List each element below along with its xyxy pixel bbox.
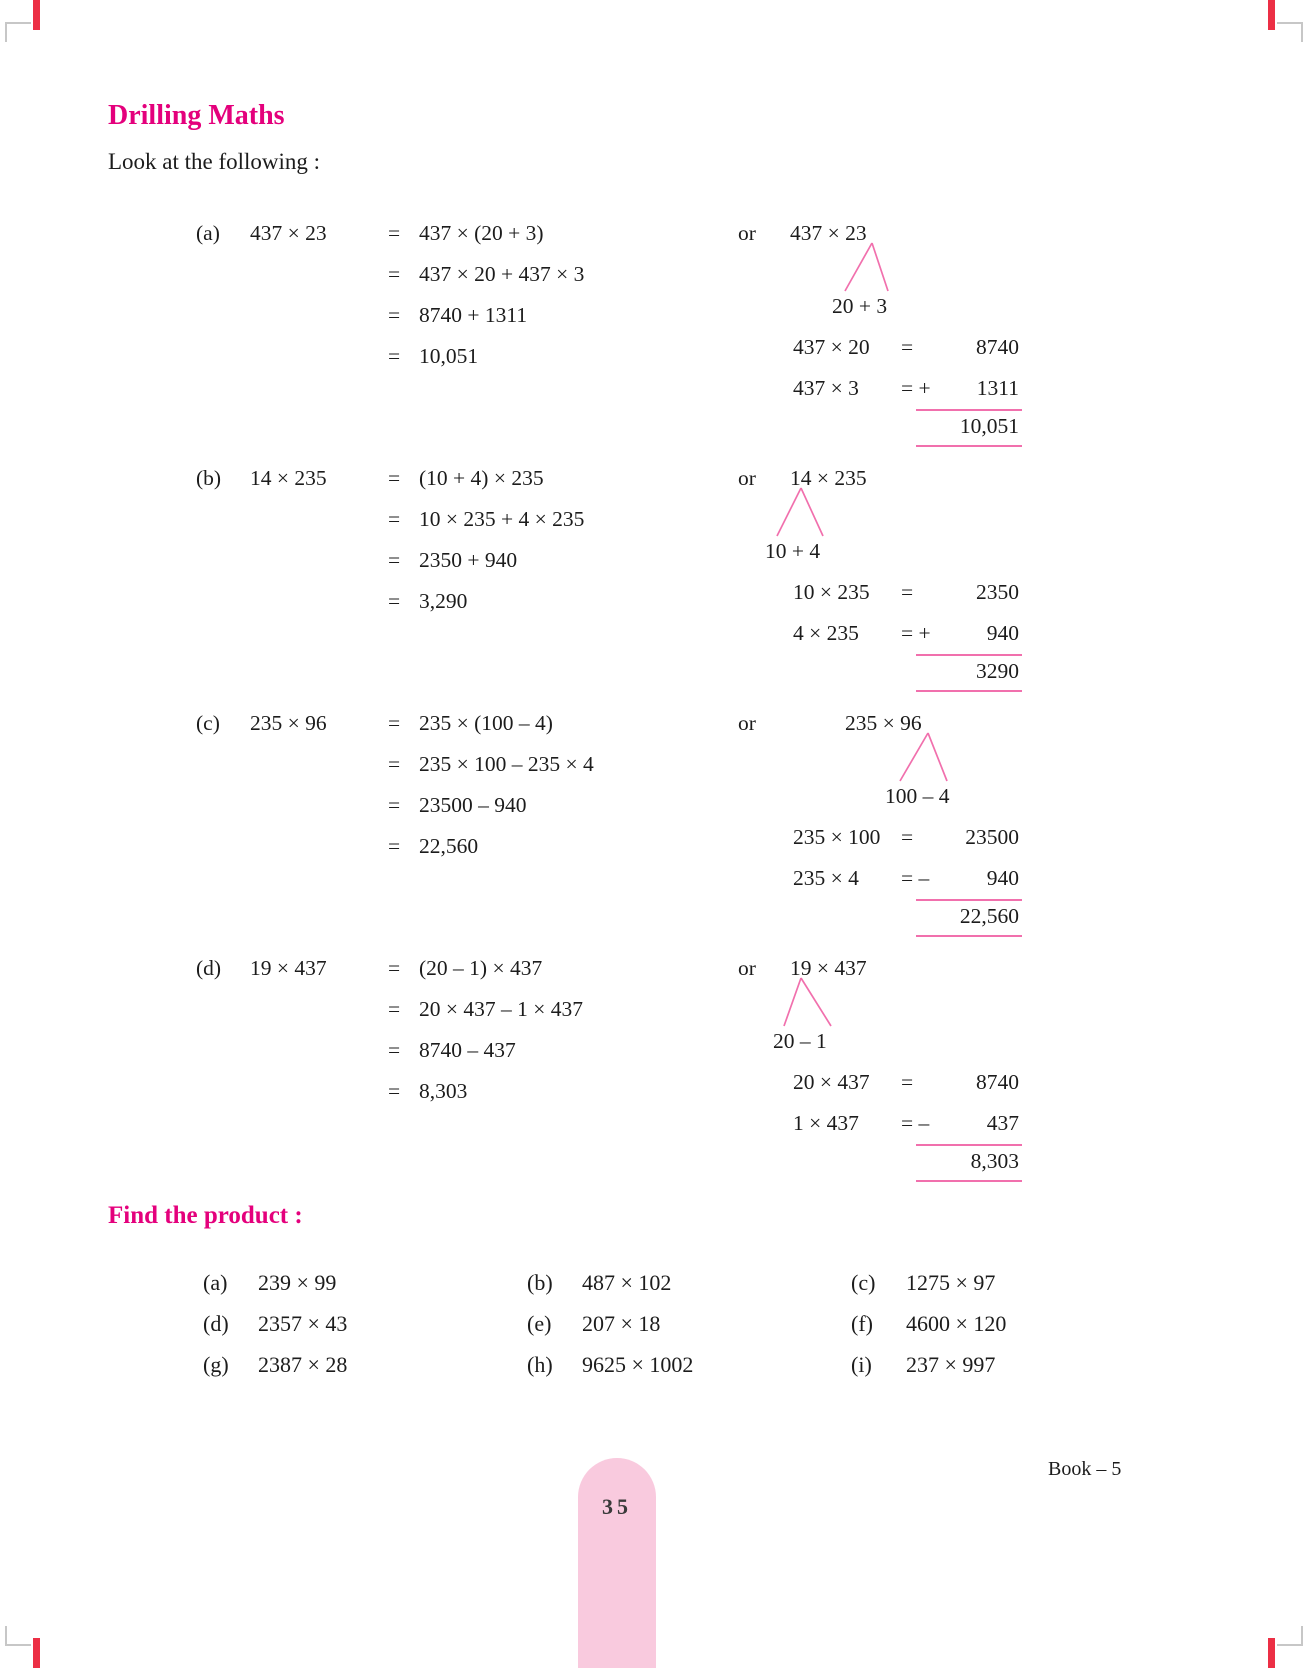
step-row xyxy=(196,336,736,377)
equals-sign: = xyxy=(388,262,401,286)
product-item xyxy=(527,1262,851,1303)
total-rule xyxy=(916,445,1022,447)
equals-sign: = xyxy=(388,834,401,858)
product-item xyxy=(851,1303,1181,1344)
edge-bar-top-left xyxy=(33,0,40,30)
product-label: (d) xyxy=(203,1311,229,1336)
step-text: 437 × (20 + 3) xyxy=(419,221,544,245)
step-text: 22,560 xyxy=(419,834,479,858)
step-text: 20 × 437 – 1 × 437 xyxy=(419,997,584,1021)
sum-expression: 235 × 100 xyxy=(793,825,881,849)
tree-expression: 437 × 23 xyxy=(790,221,867,245)
sum-operator: = xyxy=(901,825,914,849)
step-row xyxy=(196,458,736,499)
sum-expression: 437 × 20 xyxy=(793,335,870,359)
tree-total: 3290 xyxy=(976,659,1019,683)
sum-operator: = xyxy=(901,580,914,604)
example-expression: 235 × 96 xyxy=(250,711,327,735)
product-label: (h) xyxy=(527,1352,553,1377)
step-row xyxy=(196,703,736,744)
tree-total: 22,560 xyxy=(959,904,1019,928)
tree-split: 100 – 4 xyxy=(885,784,950,808)
product-label: (i) xyxy=(851,1352,872,1377)
product-label: (b) xyxy=(527,1270,553,1295)
sum-rule xyxy=(916,899,1022,901)
tree-expression: 14 × 235 xyxy=(790,466,867,490)
sum-rule xyxy=(916,1144,1022,1146)
product-item xyxy=(527,1344,851,1385)
product-expression: 207 × 18 xyxy=(582,1311,661,1336)
sum-value: 940 xyxy=(986,866,1019,890)
or-label: or xyxy=(738,956,756,980)
tree-split: 20 + 3 xyxy=(832,294,888,318)
step-text: 10,051 xyxy=(419,344,479,368)
example-label: (d) xyxy=(196,956,222,980)
step-row xyxy=(196,1030,736,1071)
step-text: 2350 + 940 xyxy=(419,548,518,572)
sum-operator: = + xyxy=(901,376,931,400)
tree-total: 8,303 xyxy=(970,1149,1019,1173)
example-label: (b) xyxy=(196,466,222,490)
edge-bar-top-right xyxy=(1268,0,1275,30)
crop-mark-bottom-right xyxy=(1277,1626,1303,1646)
step-text: 8740 + 1311 xyxy=(419,303,528,327)
product-expression: 4600 × 120 xyxy=(906,1311,1007,1336)
product-expression: 487 × 102 xyxy=(582,1270,672,1295)
crop-mark-bottom-left xyxy=(5,1626,31,1646)
step-row xyxy=(196,948,736,989)
sum-operator: = – xyxy=(901,866,930,890)
step-row xyxy=(196,581,736,622)
tree-split: 10 + 4 xyxy=(765,539,821,563)
example-c-steps xyxy=(196,703,736,867)
product-item xyxy=(203,1303,527,1344)
sum-expression: 437 × 3 xyxy=(793,376,859,400)
book-label: Book – 5 xyxy=(1048,1458,1122,1480)
equals-sign: = xyxy=(388,221,401,245)
crop-mark-top-right xyxy=(1277,22,1303,42)
step-row xyxy=(196,540,736,581)
product-item xyxy=(851,1344,1181,1385)
find-product-heading: Find the product : xyxy=(108,1202,303,1229)
example-label: (a) xyxy=(196,221,220,245)
equals-sign: = xyxy=(388,752,401,776)
step-row xyxy=(196,826,736,867)
sum-value: 1311 xyxy=(976,376,1019,400)
step-text: 10 × 235 + 4 × 235 xyxy=(419,507,585,531)
sum-value: 2350 xyxy=(976,580,1019,604)
example-c xyxy=(0,703,1308,948)
product-label: (a) xyxy=(203,1270,228,1295)
tree-expression: 235 × 96 xyxy=(845,711,922,735)
product-expression: 239 × 99 xyxy=(258,1270,337,1295)
product-expression: 237 × 997 xyxy=(906,1352,996,1377)
or-label: or xyxy=(738,711,756,735)
step-text: 23500 – 940 xyxy=(419,793,527,817)
equals-sign: = xyxy=(388,1079,401,1103)
sum-operator: = xyxy=(901,335,914,359)
sum-expression: 20 × 437 xyxy=(793,1070,870,1094)
product-label: (c) xyxy=(851,1270,876,1295)
sum-value: 940 xyxy=(986,621,1019,645)
sum-value: 437 xyxy=(986,1111,1019,1135)
example-c-tree xyxy=(738,703,1038,948)
product-expression: 2357 × 43 xyxy=(258,1311,348,1336)
sum-expression: 235 × 4 xyxy=(793,866,859,890)
sum-operator: = – xyxy=(901,1111,930,1135)
example-a-steps xyxy=(196,213,736,377)
edge-bar-bottom-left xyxy=(33,1638,40,1668)
example-d-tree xyxy=(738,948,1038,1193)
equals-sign: = xyxy=(388,711,401,735)
total-rule xyxy=(916,690,1022,692)
example-label: (c) xyxy=(196,711,220,735)
equals-sign: = xyxy=(388,1038,401,1062)
sum-expression: 4 × 235 xyxy=(793,621,859,645)
product-label: (f) xyxy=(851,1311,873,1336)
step-row xyxy=(196,989,736,1030)
or-label: or xyxy=(738,466,756,490)
step-row xyxy=(196,744,736,785)
equals-sign: = xyxy=(388,303,401,327)
step-row xyxy=(196,1071,736,1112)
equals-sign: = xyxy=(388,997,401,1021)
sum-expression: 10 × 235 xyxy=(793,580,870,604)
product-expression: 9625 × 1002 xyxy=(582,1352,694,1377)
tree-split: 20 – 1 xyxy=(773,1029,827,1053)
equals-sign: = xyxy=(388,956,401,980)
sum-rule xyxy=(916,654,1022,656)
product-label: (e) xyxy=(527,1311,552,1336)
example-d xyxy=(0,948,1308,1193)
sum-operator: = xyxy=(901,1070,914,1094)
step-text: 437 × 20 + 437 × 3 xyxy=(419,262,585,286)
step-text: 8,303 xyxy=(419,1079,468,1103)
tree-expression: 19 × 437 xyxy=(790,956,867,980)
product-expression: 2387 × 28 xyxy=(258,1352,348,1377)
product-item xyxy=(203,1344,527,1385)
products-grid xyxy=(203,1262,1181,1385)
page-number: 35 xyxy=(602,1494,632,1519)
sum-operator: = + xyxy=(901,621,931,645)
step-text: (10 + 4) × 235 xyxy=(419,466,544,490)
example-b xyxy=(0,458,1308,703)
equals-sign: = xyxy=(388,793,401,817)
sum-expression: 1 × 437 xyxy=(793,1111,859,1135)
step-text: 235 × (100 – 4) xyxy=(419,711,553,735)
sum-value: 23500 xyxy=(965,825,1019,849)
total-rule xyxy=(916,1180,1022,1182)
equals-sign: = xyxy=(388,344,401,368)
intro-text: Look at the following : xyxy=(108,149,321,174)
step-row xyxy=(196,785,736,826)
crop-mark-top-left xyxy=(5,22,31,42)
equals-sign: = xyxy=(388,466,401,490)
page-number-tab xyxy=(578,1458,656,1668)
product-item xyxy=(851,1262,1181,1303)
sum-value: 8740 xyxy=(976,1070,1019,1094)
example-b-steps xyxy=(196,458,736,622)
edge-bar-bottom-right xyxy=(1268,1638,1275,1668)
product-expression: 1275 × 97 xyxy=(906,1270,996,1295)
step-text: 235 × 100 – 235 × 4 xyxy=(419,752,594,776)
example-b-tree xyxy=(738,458,1038,703)
example-expression: 437 × 23 xyxy=(250,221,327,245)
sum-value: 8740 xyxy=(976,335,1019,359)
example-expression: 14 × 235 xyxy=(250,466,327,490)
product-label: (g) xyxy=(203,1352,229,1377)
product-item xyxy=(527,1303,851,1344)
step-text: 3,290 xyxy=(419,589,468,613)
sum-rule xyxy=(916,409,1022,411)
example-a xyxy=(0,213,1308,458)
total-rule xyxy=(916,935,1022,937)
examples-section xyxy=(0,213,1308,1193)
equals-sign: = xyxy=(388,548,401,572)
tree-total: 10,051 xyxy=(959,414,1019,438)
step-row xyxy=(196,499,736,540)
step-text: 8740 – 437 xyxy=(419,1038,516,1062)
example-a-tree xyxy=(738,213,1038,458)
page-title: Drilling Maths xyxy=(108,100,285,131)
step-row xyxy=(196,295,736,336)
equals-sign: = xyxy=(388,507,401,531)
step-row xyxy=(196,254,736,295)
example-d-steps xyxy=(196,948,736,1112)
step-text: (20 – 1) × 437 xyxy=(419,956,543,980)
example-expression: 19 × 437 xyxy=(250,956,327,980)
equals-sign: = xyxy=(388,589,401,613)
product-item xyxy=(203,1262,527,1303)
step-row xyxy=(196,213,736,254)
or-label: or xyxy=(738,221,756,245)
